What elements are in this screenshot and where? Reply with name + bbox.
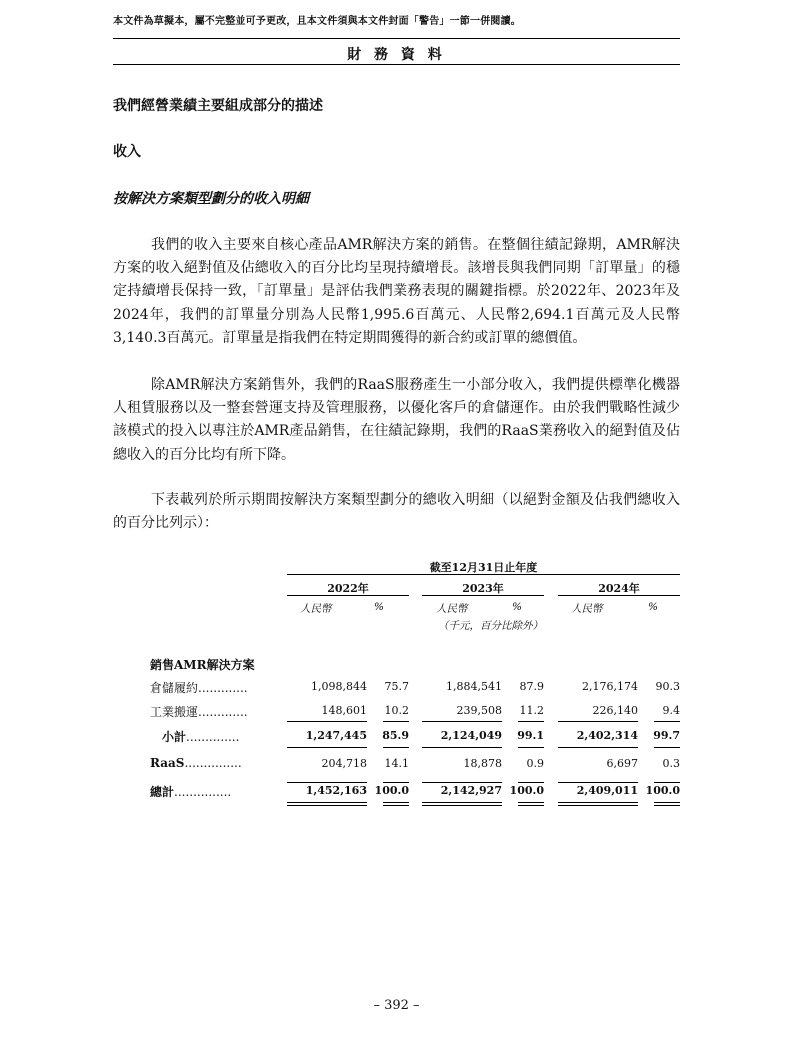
- total-rule-d: [518, 782, 544, 783]
- total-rule-a: [287, 782, 367, 783]
- header-rule-top: [113, 38, 680, 39]
- total-dbl-c: [422, 802, 502, 806]
- total-dbl-d: [518, 802, 544, 806]
- main-heading: 我們經營業績主要組成部分的描述: [113, 98, 323, 114]
- paragraph-3: 下表載列於所示期間按解決方案類型劃分的總收入明細（以絕對金額及佔我們總收入的百分比列示）：: [113, 492, 680, 532]
- sub-rule-f: [654, 721, 680, 722]
- total-dbl-f: [654, 802, 680, 806]
- table-cell: 1,452,163: [305, 784, 367, 797]
- table-cell: 87.9: [519, 680, 544, 693]
- sub-rule-c: [422, 721, 502, 722]
- table-cell: 1,884,541: [446, 680, 502, 693]
- total-dbl-e: [558, 802, 638, 806]
- table-cell: 100.0: [509, 784, 544, 797]
- year-rule-2023: [422, 595, 544, 596]
- row-label: [150, 783, 231, 800]
- table-cell: 6,697: [606, 757, 638, 770]
- table-cell: 100.0: [374, 784, 409, 797]
- header-rule-bottom: [113, 64, 680, 65]
- row-leader-dots: .............: [198, 681, 248, 695]
- row-leader-dots: .............: [198, 705, 248, 719]
- total-rule-c: [422, 782, 502, 783]
- table-cell: 239,508: [456, 704, 502, 717]
- total-rule-f: [654, 782, 680, 783]
- subtotal-rule-b: [383, 747, 409, 748]
- paragraph-1: 我們的收入主要來自核心產品AMR解決方案的銷售。在整個往績記錄期，AMR解決方案的收入絕對值及佔總收入的百分比均呈現持續增長。該增長與我們同期「訂單量」的穩定持續增長保持一致，「訂單量」是評估我們業務表現的關鍵指標。於2022年、2023年及2024年，我們的訂單量分別為人民幣1,995.6百萬元、人民幣2,694.1百萬元及人民幣3,140.3百萬元。訂單量是指我們在特定期間獲得的新合約或訂單的總價值。: [113, 237, 680, 346]
- table-cell: 2,176,174: [582, 680, 638, 693]
- table-cell: 148,601: [321, 704, 367, 717]
- table-cell: 14.1: [384, 757, 409, 770]
- period-header: 截至12月31日止年度: [429, 561, 538, 574]
- table-cell: 226,140: [592, 704, 638, 717]
- total-dbl-b: [383, 802, 409, 806]
- period-header-rule: [287, 574, 680, 575]
- sub-rule-b: [383, 721, 409, 722]
- breakdown-subheading: 按解決方案類型劃分的收入明細: [113, 191, 309, 207]
- col-pct-2024: %: [648, 601, 658, 613]
- col-pct-2023: %: [512, 601, 522, 613]
- unit-note: （千元，百分比除外）: [438, 620, 543, 632]
- year-2024: 2024年: [598, 582, 640, 595]
- revenue-table: [150, 556, 680, 816]
- table-cell: 2,124,049: [440, 729, 502, 742]
- row-label-text: 小計: [162, 730, 187, 744]
- total-dbl-a: [287, 802, 367, 806]
- col-rmb-2022: 人民幣: [300, 603, 332, 615]
- table-cell: 2,409,011: [576, 784, 638, 797]
- col-rmb-2023: 人民幣: [436, 603, 468, 615]
- table-cell: 99.7: [653, 729, 680, 742]
- row-label-text: 總計: [150, 785, 175, 799]
- subtotal-rule-a: [287, 747, 367, 748]
- row-leader-dots: ...............: [174, 785, 232, 799]
- table-cell: 11.2: [519, 704, 544, 717]
- row-label-text: 工業搬運: [150, 705, 199, 719]
- table-cell: 0.9: [526, 757, 544, 770]
- table-cell: 2,402,314: [576, 729, 638, 742]
- subtotal-rule-c: [422, 747, 502, 748]
- table-cell: 100.0: [645, 784, 680, 797]
- table-cell: 75.7: [384, 680, 409, 693]
- row-label-text: RaaS: [150, 756, 185, 770]
- row-label: [150, 703, 248, 720]
- sub-rule-e: [558, 721, 638, 722]
- year-2023: 2023年: [462, 582, 504, 595]
- revenue-heading: 收入: [113, 144, 141, 160]
- table-cell: 85.9: [382, 729, 409, 742]
- group-label: 銷售AMR解決方案: [150, 658, 255, 672]
- table-cell: 0.3: [662, 757, 680, 770]
- year-2022: 2022年: [327, 582, 369, 595]
- row-label: [150, 679, 248, 696]
- section-title: 財 務 資 料: [347, 47, 446, 63]
- sub-rule-d: [518, 721, 544, 722]
- table-cell: 1,247,445: [305, 729, 367, 742]
- table-cell: 99.1: [517, 729, 544, 742]
- year-rule-2022: [287, 595, 409, 596]
- col-rmb-2024: 人民幣: [571, 603, 603, 615]
- table-cell: 1,098,844: [311, 680, 367, 693]
- total-rule-e: [558, 782, 638, 783]
- table-cell: 10.2: [384, 704, 409, 717]
- row-label: [150, 756, 242, 770]
- subtotal-rule-e: [558, 747, 638, 748]
- table-cell: 2,142,927: [440, 784, 502, 797]
- row-leader-dots: ..............: [186, 730, 240, 744]
- table-cell: 18,878: [463, 757, 502, 770]
- sub-rule-a: [287, 721, 367, 722]
- table-cell: 204,718: [321, 757, 367, 770]
- draft-notice: 本文件為草擬本，屬不完整並可予更改，且本文件須與本文件封面「警告」一節一併閱讀。: [113, 16, 521, 27]
- page-number: – 392 –: [373, 998, 420, 1013]
- table-cell: 90.3: [655, 680, 680, 693]
- row-label: [162, 728, 239, 745]
- subtotal-rule-f: [654, 747, 680, 748]
- total-rule-b: [383, 782, 409, 783]
- year-rule-2024: [558, 595, 680, 596]
- row-leader-dots: ...............: [184, 756, 242, 770]
- col-pct-2022: %: [374, 601, 384, 613]
- subtotal-rule-d: [518, 747, 544, 748]
- table-cell: 9.4: [662, 704, 680, 717]
- paragraph-2: 除AMR解決方案銷售外，我們的RaaS服務產生一小部分收入，我們提供標準化機器人租賃服務以及一整套營運支持及管理服務，以優化客戶的倉儲運作。由於我們戰略性減少該模式的投入以專注於AMR產品銷售，在往績記錄期，我們的RaaS業務收入的絕對值及佔總收入的百分比均有所下降。: [113, 377, 680, 463]
- row-label-text: 倉儲履約: [150, 681, 199, 695]
